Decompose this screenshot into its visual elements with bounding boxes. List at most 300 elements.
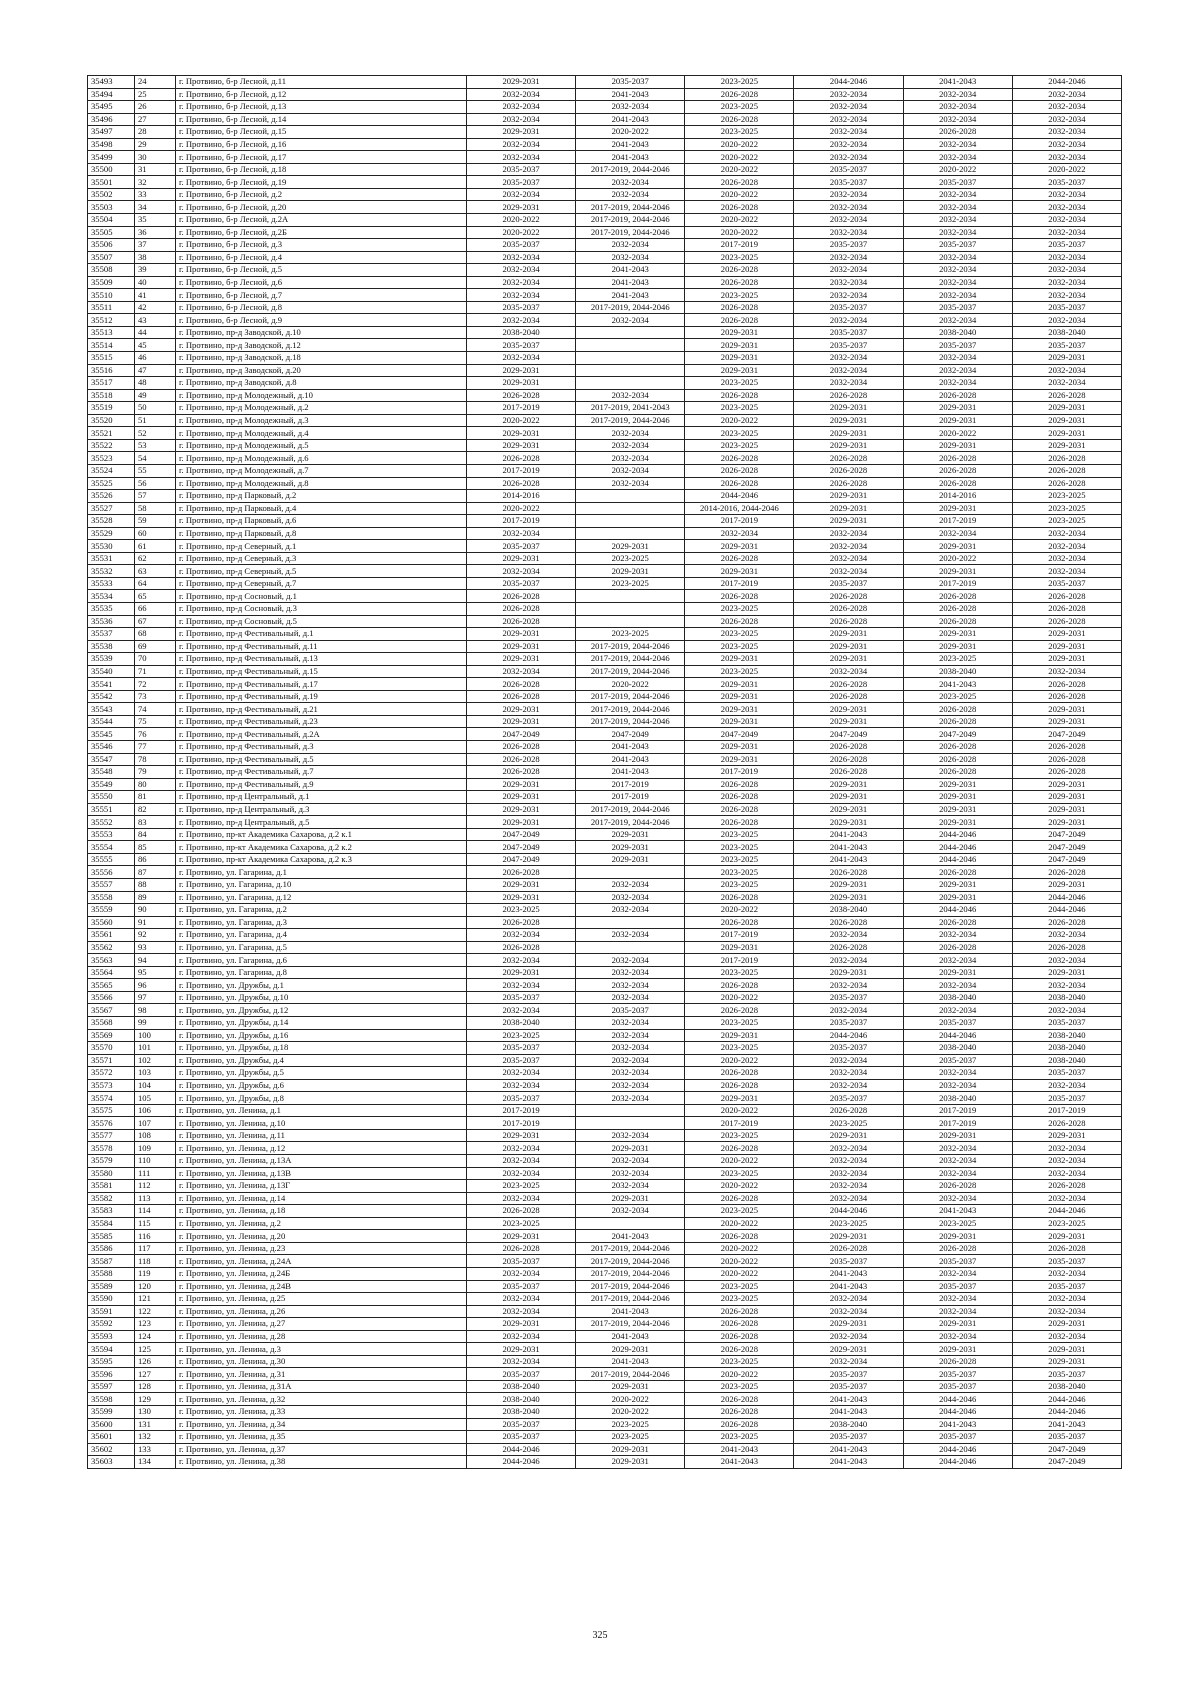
period-1-cell: 2029-2031 (467, 427, 576, 440)
table-row (88, 76, 1122, 89)
period-4-cell: 2032-2034 (794, 1067, 903, 1080)
period-2-cell: 2017-2019, 2041-2043 (576, 402, 685, 415)
row-number-cell: 130 (135, 1405, 176, 1418)
period-2-cell: 2032-2034 (576, 1180, 685, 1193)
record-id-cell: 35495 (88, 101, 135, 114)
period-4-cell: 2032-2034 (794, 552, 903, 565)
period-6-cell: 2038-2040 (1012, 326, 1121, 339)
record-id-cell: 35572 (88, 1067, 135, 1080)
period-3-cell: 2026-2028 (685, 816, 794, 829)
period-1-cell: 2032-2034 (467, 527, 576, 540)
period-2-cell: 2032-2034 (576, 1054, 685, 1067)
period-3-cell: 2026-2028 (685, 477, 794, 490)
period-6-cell: 2026-2028 (1012, 615, 1121, 628)
period-6-cell: 2041-2043 (1012, 1418, 1121, 1431)
address-cell: г. Протвино, б-р Лесной, д.15 (176, 126, 467, 139)
record-id-cell: 35493 (88, 76, 135, 89)
period-4-cell: 2041-2043 (794, 1267, 903, 1280)
period-4-cell: 2026-2028 (794, 866, 903, 879)
period-3-cell: 2026-2028 (685, 916, 794, 929)
period-1-cell: 2017-2019 (467, 1117, 576, 1130)
table-row (88, 891, 1122, 904)
period-1-cell: 2032-2034 (467, 138, 576, 151)
address-cell: г. Протвино, пр-д Фестивальный, д.3 (176, 740, 467, 753)
period-5-cell: 2029-2031 (903, 540, 1012, 553)
record-id-cell: 35527 (88, 502, 135, 515)
record-id-cell: 35574 (88, 1092, 135, 1105)
period-6-cell: 2035-2037 (1012, 1280, 1121, 1293)
period-6-cell: 2026-2028 (1012, 1180, 1121, 1193)
period-2-cell: 2017-2019, 2044-2046 (576, 414, 685, 427)
address-cell: г. Протвино, ул. Ленина, д.10 (176, 1117, 467, 1130)
period-5-cell: 2038-2040 (903, 1042, 1012, 1055)
address-cell: г. Протвино, ул. Ленина, д.25 (176, 1293, 467, 1306)
period-1-cell: 2017-2019 (467, 464, 576, 477)
address-cell: г. Протвино, пр-д Центральный, д.3 (176, 803, 467, 816)
address-cell: г. Протвино, ул. Ленина, д.18 (176, 1205, 467, 1218)
period-1-cell: 2020-2022 (467, 214, 576, 227)
table-row (88, 703, 1122, 716)
address-cell: г. Протвино, ул. Ленина, д.30 (176, 1355, 467, 1368)
row-number-cell: 60 (135, 527, 176, 540)
period-3-cell: 2023-2025 (685, 1017, 794, 1030)
period-5-cell: 2032-2034 (903, 151, 1012, 164)
period-6-cell: 2047-2049 (1012, 1456, 1121, 1469)
address-cell: г. Протвино, б-р Лесной, д.13 (176, 101, 467, 114)
period-2-cell: 2017-2019, 2044-2046 (576, 703, 685, 716)
record-id-cell: 35603 (88, 1456, 135, 1469)
table-row (88, 402, 1122, 415)
period-3-cell: 2026-2028 (685, 301, 794, 314)
table-row (88, 1205, 1122, 1218)
row-number-cell: 69 (135, 640, 176, 653)
period-3-cell: 2020-2022 (685, 163, 794, 176)
period-3-cell: 2029-2031 (685, 565, 794, 578)
period-3-cell: 2026-2028 (685, 1343, 794, 1356)
address-cell: г. Протвино, пр-д Парковый, д.6 (176, 515, 467, 528)
period-3-cell: 2026-2028 (685, 1079, 794, 1092)
row-number-cell: 52 (135, 427, 176, 440)
period-2-cell: 2023-2025 (576, 628, 685, 641)
address-cell: г. Протвино, ул. Дружбы, д.18 (176, 1042, 467, 1055)
table-row (88, 766, 1122, 779)
period-1-cell: 2032-2034 (467, 151, 576, 164)
period-2-cell: 2032-2034 (576, 477, 685, 490)
table-row (88, 239, 1122, 252)
period-1-cell: 2032-2034 (467, 1004, 576, 1017)
period-4-cell: 2032-2034 (794, 377, 903, 390)
table-row (88, 414, 1122, 427)
period-6-cell: 2032-2034 (1012, 552, 1121, 565)
period-6-cell: 2044-2046 (1012, 1393, 1121, 1406)
period-2-cell: 2023-2025 (576, 1431, 685, 1444)
period-3-cell: 2026-2028 (685, 1405, 794, 1418)
period-4-cell: 2035-2037 (794, 991, 903, 1004)
period-2-cell: 2017-2019, 2044-2046 (576, 201, 685, 214)
period-3-cell: 2023-2025 (685, 665, 794, 678)
period-6-cell: 2026-2028 (1012, 740, 1121, 753)
period-6-cell: 2029-2031 (1012, 653, 1121, 666)
period-5-cell: 2041-2043 (903, 1418, 1012, 1431)
address-cell: г. Протвино, б-р Лесной, д.7 (176, 289, 467, 302)
address-cell: г. Протвино, пр-д Фестивальный, д.7 (176, 766, 467, 779)
table-row (88, 1380, 1122, 1393)
period-1-cell: 2035-2037 (467, 1431, 576, 1444)
period-5-cell: 2020-2022 (903, 163, 1012, 176)
address-cell: г. Протвино, пр-д Парковый, д.4 (176, 502, 467, 515)
period-4-cell: 2035-2037 (794, 239, 903, 252)
period-4-cell: 2032-2034 (794, 289, 903, 302)
period-2-cell: 2029-2031 (576, 1456, 685, 1469)
period-1-cell: 2032-2034 (467, 352, 576, 365)
period-5-cell: 2035-2037 (903, 339, 1012, 352)
period-1-cell: 2035-2037 (467, 1054, 576, 1067)
period-2-cell: 2029-2031 (576, 1343, 685, 1356)
period-2-cell: 2020-2022 (576, 126, 685, 139)
record-id-cell: 35579 (88, 1155, 135, 1168)
period-1-cell: 2047-2049 (467, 853, 576, 866)
period-1-cell: 2026-2028 (467, 1205, 576, 1218)
period-5-cell: 2035-2037 (903, 176, 1012, 189)
period-2-cell: 2017-2019, 2044-2046 (576, 226, 685, 239)
row-number-cell: 38 (135, 251, 176, 264)
record-id-cell: 35552 (88, 816, 135, 829)
period-6-cell: 2026-2028 (1012, 941, 1121, 954)
period-2-cell: 2047-2049 (576, 728, 685, 741)
period-2-cell (576, 1217, 685, 1230)
period-3-cell: 2026-2028 (685, 1192, 794, 1205)
period-1-cell: 2032-2034 (467, 565, 576, 578)
period-5-cell: 2032-2034 (903, 1167, 1012, 1180)
record-id-cell: 35576 (88, 1117, 135, 1130)
period-2-cell: 2035-2037 (576, 76, 685, 89)
period-5-cell: 2017-2019 (903, 1117, 1012, 1130)
period-5-cell: 2032-2034 (903, 1305, 1012, 1318)
record-id-cell: 35585 (88, 1230, 135, 1243)
period-2-cell (576, 326, 685, 339)
period-3-cell: 2026-2028 (685, 1305, 794, 1318)
period-4-cell: 2044-2046 (794, 1029, 903, 1042)
period-1-cell: 2023-2025 (467, 1180, 576, 1193)
table-row (88, 816, 1122, 829)
period-4-cell: 2044-2046 (794, 1205, 903, 1218)
period-2-cell: 2017-2019, 2044-2046 (576, 1267, 685, 1280)
period-3-cell: 2020-2022 (685, 414, 794, 427)
period-1-cell: 2032-2034 (467, 1155, 576, 1168)
period-6-cell: 2026-2028 (1012, 464, 1121, 477)
record-id-cell: 35522 (88, 439, 135, 452)
record-id-cell: 35542 (88, 690, 135, 703)
period-3-cell: 2017-2019 (685, 954, 794, 967)
period-5-cell: 2032-2034 (903, 1079, 1012, 1092)
period-2-cell: 2032-2034 (576, 464, 685, 477)
period-5-cell: 2032-2034 (903, 88, 1012, 101)
table-row (88, 1117, 1122, 1130)
period-1-cell: 2026-2028 (467, 866, 576, 879)
period-3-cell: 2029-2031 (685, 352, 794, 365)
row-number-cell: 79 (135, 766, 176, 779)
table-row (88, 1167, 1122, 1180)
table-row (88, 728, 1122, 741)
row-number-cell: 44 (135, 326, 176, 339)
period-5-cell: 2026-2028 (903, 615, 1012, 628)
record-id-cell: 35530 (88, 540, 135, 553)
record-id-cell: 35515 (88, 352, 135, 365)
period-3-cell: 2020-2022 (685, 1242, 794, 1255)
period-2-cell: 2017-2019 (576, 791, 685, 804)
period-2-cell: 2032-2034 (576, 904, 685, 917)
table-row (88, 828, 1122, 841)
period-4-cell: 2032-2034 (794, 276, 903, 289)
period-3-cell: 2020-2022 (685, 1104, 794, 1117)
address-cell: г. Протвино, пр-кт Академика Сахарова, д.2 к.2 (176, 841, 467, 854)
period-3-cell: 2029-2031 (685, 753, 794, 766)
period-2-cell: 2041-2043 (576, 276, 685, 289)
period-3-cell: 2023-2025 (685, 866, 794, 879)
period-3-cell: 2020-2022 (685, 1368, 794, 1381)
row-number-cell: 24 (135, 76, 176, 89)
row-number-cell: 40 (135, 276, 176, 289)
row-number-cell: 55 (135, 464, 176, 477)
period-2-cell: 2032-2034 (576, 929, 685, 942)
row-number-cell: 58 (135, 502, 176, 515)
address-cell: г. Протвино, пр-д Фестивальный, д.2А (176, 728, 467, 741)
table-row (88, 126, 1122, 139)
period-2-cell: 2032-2034 (576, 176, 685, 189)
period-1-cell: 2038-2040 (467, 326, 576, 339)
period-6-cell: 2026-2028 (1012, 866, 1121, 879)
period-6-cell: 2023-2025 (1012, 1217, 1121, 1230)
record-id-cell: 35497 (88, 126, 135, 139)
period-2-cell: 2041-2043 (576, 740, 685, 753)
period-3-cell: 2023-2025 (685, 1167, 794, 1180)
period-2-cell: 2032-2034 (576, 1167, 685, 1180)
period-2-cell: 2032-2034 (576, 966, 685, 979)
period-1-cell: 2032-2034 (467, 1305, 576, 1318)
period-2-cell: 2023-2025 (576, 552, 685, 565)
address-cell: г. Протвино, ул. Дружбы, д.5 (176, 1067, 467, 1080)
table-row (88, 991, 1122, 1004)
period-2-cell: 2023-2025 (576, 1418, 685, 1431)
period-2-cell: 2017-2019, 2044-2046 (576, 653, 685, 666)
period-4-cell: 2032-2034 (794, 138, 903, 151)
period-2-cell: 2017-2019, 2044-2046 (576, 715, 685, 728)
row-number-cell: 110 (135, 1155, 176, 1168)
row-number-cell: 70 (135, 653, 176, 666)
record-id-cell: 35510 (88, 289, 135, 302)
period-2-cell: 2041-2043 (576, 1330, 685, 1343)
record-id-cell: 35580 (88, 1167, 135, 1180)
address-cell: г. Протвино, пр-д Заводской, д.20 (176, 364, 467, 377)
address-cell: г. Протвино, пр-д Северный, д.7 (176, 577, 467, 590)
table-row (88, 653, 1122, 666)
period-6-cell: 2032-2034 (1012, 88, 1121, 101)
period-2-cell (576, 590, 685, 603)
period-2-cell (576, 364, 685, 377)
period-3-cell: 2026-2028 (685, 264, 794, 277)
period-6-cell: 2035-2037 (1012, 1017, 1121, 1030)
period-1-cell: 2038-2040 (467, 1393, 576, 1406)
period-3-cell: 2029-2031 (685, 339, 794, 352)
period-6-cell: 2032-2034 (1012, 1079, 1121, 1092)
period-6-cell: 2032-2034 (1012, 1155, 1121, 1168)
table-row (88, 301, 1122, 314)
row-number-cell: 78 (135, 753, 176, 766)
period-2-cell: 2032-2034 (576, 1129, 685, 1142)
period-5-cell: 2020-2022 (903, 552, 1012, 565)
period-3-cell: 2026-2028 (685, 1330, 794, 1343)
period-1-cell: 2029-2031 (467, 703, 576, 716)
period-1-cell: 2035-2037 (467, 1418, 576, 1431)
period-6-cell: 2023-2025 (1012, 502, 1121, 515)
period-5-cell: 2026-2028 (903, 766, 1012, 779)
record-id-cell: 35498 (88, 138, 135, 151)
period-1-cell: 2026-2028 (467, 753, 576, 766)
table-row (88, 477, 1122, 490)
table-row (88, 1368, 1122, 1381)
period-6-cell: 2032-2034 (1012, 954, 1121, 967)
period-3-cell: 2041-2043 (685, 1443, 794, 1456)
record-id-cell: 35560 (88, 916, 135, 929)
row-number-cell: 85 (135, 841, 176, 854)
record-id-cell: 35505 (88, 226, 135, 239)
table-row (88, 151, 1122, 164)
period-1-cell: 2035-2037 (467, 1042, 576, 1055)
period-1-cell: 2044-2046 (467, 1443, 576, 1456)
period-5-cell: 2029-2031 (903, 803, 1012, 816)
period-5-cell: 2032-2034 (903, 113, 1012, 126)
table-row (88, 138, 1122, 151)
period-1-cell: 2029-2031 (467, 439, 576, 452)
period-2-cell: 2041-2043 (576, 1355, 685, 1368)
period-5-cell: 2029-2031 (903, 791, 1012, 804)
table-row (88, 1355, 1122, 1368)
period-6-cell: 2044-2046 (1012, 1405, 1121, 1418)
period-1-cell: 2035-2037 (467, 1280, 576, 1293)
period-5-cell: 2035-2037 (903, 1368, 1012, 1381)
period-1-cell: 2026-2028 (467, 740, 576, 753)
period-3-cell: 2023-2025 (685, 828, 794, 841)
table-row (88, 1004, 1122, 1017)
period-3-cell: 2026-2028 (685, 778, 794, 791)
period-5-cell: 2035-2037 (903, 1054, 1012, 1067)
period-6-cell: 2038-2040 (1012, 1380, 1121, 1393)
table-row (88, 853, 1122, 866)
period-1-cell: 2029-2031 (467, 653, 576, 666)
address-cell: г. Протвино, ул. Ленина, д.1 (176, 1104, 467, 1117)
period-4-cell: 2029-2031 (794, 816, 903, 829)
row-number-cell: 99 (135, 1017, 176, 1030)
period-6-cell: 2047-2049 (1012, 853, 1121, 866)
period-5-cell: 2029-2031 (903, 778, 1012, 791)
period-2-cell: 2017-2019, 2044-2046 (576, 1318, 685, 1331)
table-row (88, 515, 1122, 528)
period-2-cell: 2017-2019, 2044-2046 (576, 640, 685, 653)
period-1-cell: 2044-2046 (467, 1456, 576, 1469)
period-4-cell: 2032-2034 (794, 1079, 903, 1092)
period-5-cell: 2014-2016 (903, 490, 1012, 503)
period-4-cell: 2032-2034 (794, 314, 903, 327)
address-cell: г. Протвино, пр-д Фестивальный, д.19 (176, 690, 467, 703)
address-cell: г. Протвино, ул. Ленина, д.12 (176, 1142, 467, 1155)
period-6-cell: 2035-2037 (1012, 176, 1121, 189)
table-row (88, 1217, 1122, 1230)
period-5-cell: 2026-2028 (903, 916, 1012, 929)
period-5-cell: 2032-2034 (903, 264, 1012, 277)
period-3-cell: 2029-2031 (685, 326, 794, 339)
period-1-cell: 2017-2019 (467, 1104, 576, 1117)
period-4-cell: 2035-2037 (794, 1092, 903, 1105)
period-4-cell: 2032-2034 (794, 226, 903, 239)
period-5-cell: 2032-2034 (903, 1142, 1012, 1155)
period-1-cell: 2032-2034 (467, 979, 576, 992)
period-1-cell: 2026-2028 (467, 690, 576, 703)
period-6-cell: 2044-2046 (1012, 891, 1121, 904)
record-id-cell: 35569 (88, 1029, 135, 1042)
record-id-cell: 35577 (88, 1129, 135, 1142)
period-5-cell: 2032-2034 (903, 226, 1012, 239)
period-4-cell: 2032-2034 (794, 214, 903, 227)
address-cell: г. Протвино, ул. Ленина, д.24Б (176, 1267, 467, 1280)
period-3-cell: 2023-2025 (685, 966, 794, 979)
period-1-cell: 2032-2034 (467, 1355, 576, 1368)
period-6-cell: 2026-2028 (1012, 690, 1121, 703)
period-4-cell: 2032-2034 (794, 1355, 903, 1368)
period-4-cell: 2041-2043 (794, 841, 903, 854)
table-row (88, 1280, 1122, 1293)
period-1-cell: 2032-2034 (467, 1142, 576, 1155)
period-3-cell: 2026-2028 (685, 1393, 794, 1406)
row-number-cell: 51 (135, 414, 176, 427)
period-6-cell: 2029-2031 (1012, 439, 1121, 452)
record-id-cell: 35534 (88, 590, 135, 603)
table-row (88, 565, 1122, 578)
period-6-cell: 2023-2025 (1012, 515, 1121, 528)
address-cell: г. Протвино, ул. Ленина, д.34 (176, 1418, 467, 1431)
period-5-cell: 2029-2031 (903, 966, 1012, 979)
table-row (88, 904, 1122, 917)
row-number-cell: 87 (135, 866, 176, 879)
period-3-cell: 2026-2028 (685, 464, 794, 477)
record-id-cell: 35518 (88, 389, 135, 402)
period-2-cell (576, 490, 685, 503)
period-6-cell: 2026-2028 (1012, 389, 1121, 402)
row-number-cell: 126 (135, 1355, 176, 1368)
table-row (88, 740, 1122, 753)
period-1-cell: 2032-2034 (467, 101, 576, 114)
period-1-cell: 2026-2028 (467, 916, 576, 929)
period-6-cell: 2032-2034 (1012, 929, 1121, 942)
address-cell: г. Протвино, пр-д Центральный, д.5 (176, 816, 467, 829)
period-2-cell: 2041-2043 (576, 264, 685, 277)
row-number-cell: 64 (135, 577, 176, 590)
row-number-cell: 53 (135, 439, 176, 452)
table-row (88, 879, 1122, 892)
period-1-cell: 2032-2034 (467, 1079, 576, 1092)
period-3-cell: 2020-2022 (685, 226, 794, 239)
period-5-cell: 2041-2043 (903, 76, 1012, 89)
period-1-cell: 2032-2034 (467, 188, 576, 201)
address-cell: г. Протвино, б-р Лесной, д.2А (176, 214, 467, 227)
period-6-cell: 2044-2046 (1012, 1205, 1121, 1218)
period-6-cell: 2032-2034 (1012, 264, 1121, 277)
row-number-cell: 76 (135, 728, 176, 741)
row-number-cell: 34 (135, 201, 176, 214)
period-1-cell: 2035-2037 (467, 163, 576, 176)
record-id-cell: 35550 (88, 791, 135, 804)
period-6-cell: 2029-2031 (1012, 778, 1121, 791)
table-row (88, 715, 1122, 728)
